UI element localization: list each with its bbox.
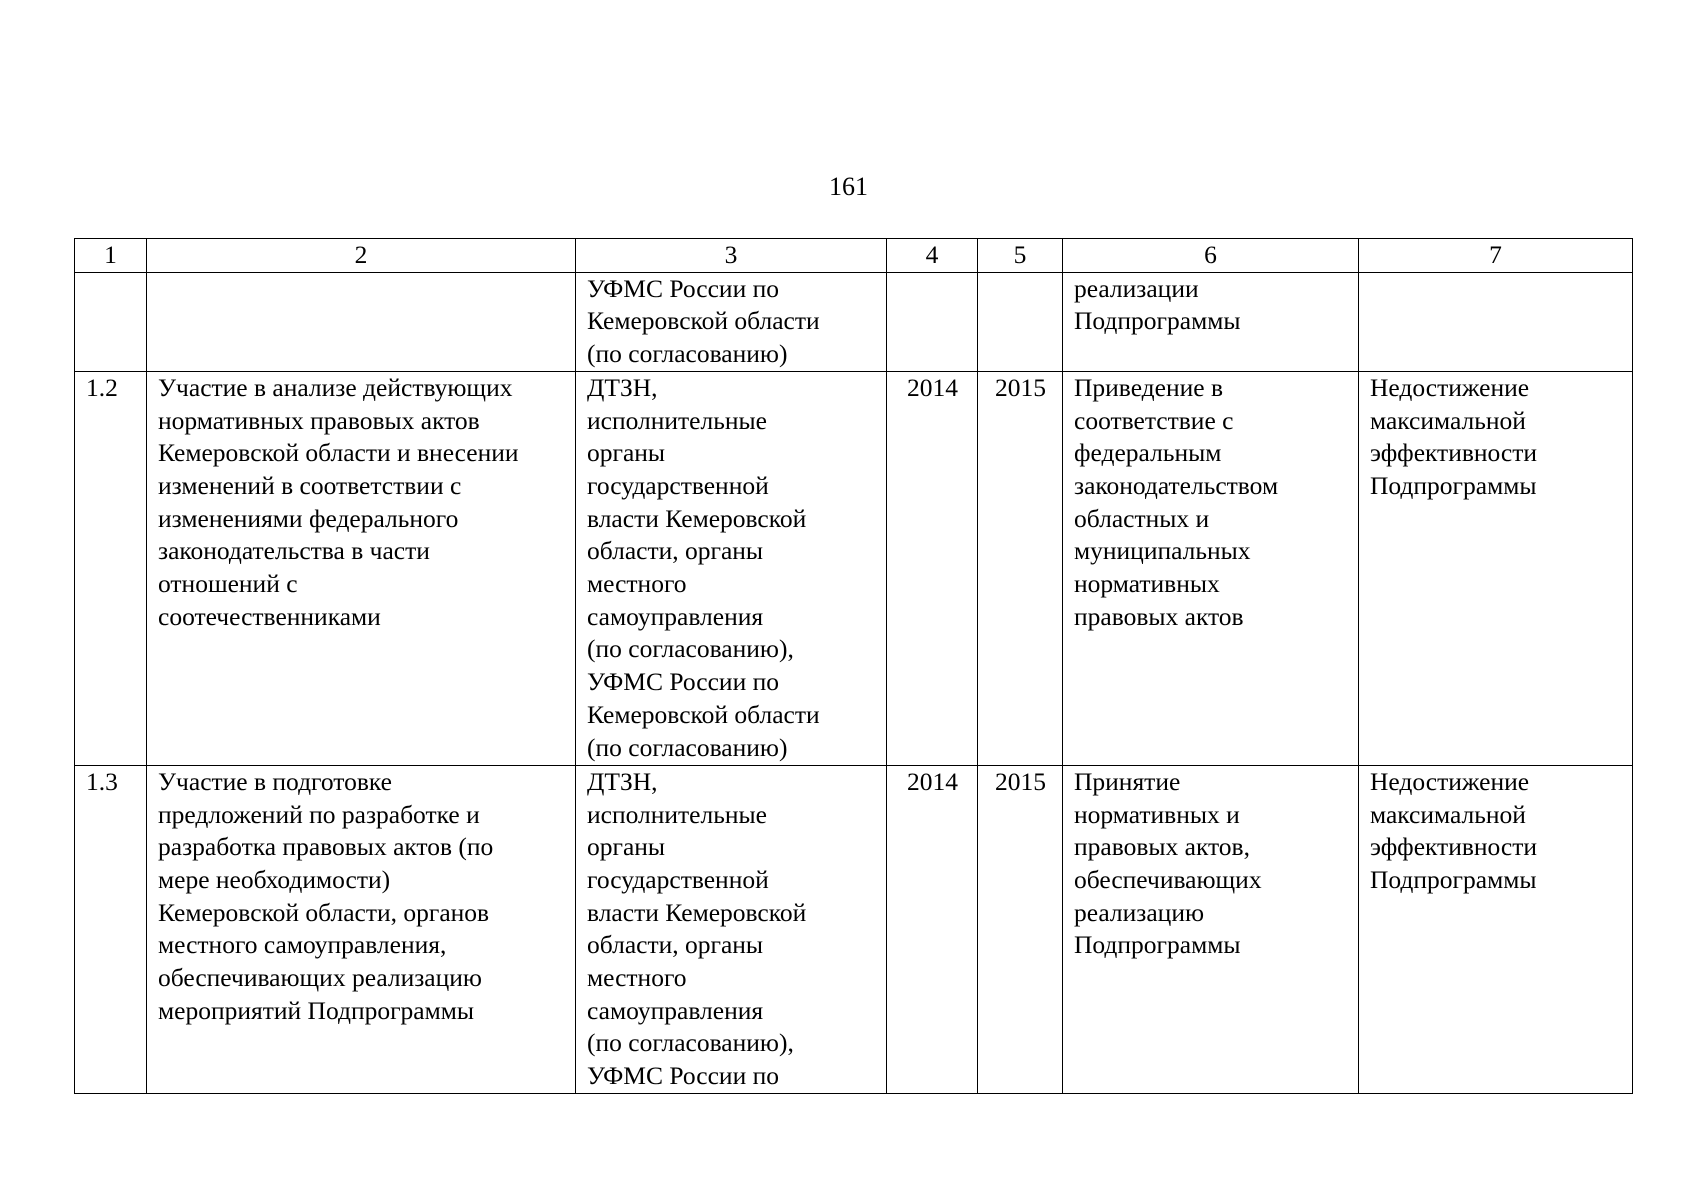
start-year-cell: [887, 272, 978, 371]
table-row: [75, 371, 1633, 765]
start-year-cell: 2014: [887, 371, 978, 765]
table-row: [75, 272, 1633, 371]
result-cell: Принятие нормативных и правовых актов, обеспечивающих реализацию Подпрограммы: [1063, 765, 1359, 1093]
row-number: 1.3: [75, 765, 147, 1093]
row-number: 1.2: [75, 371, 147, 765]
row-number: [75, 272, 147, 371]
measure-cell: Участие в анализе действующих нормативных правовых актов Кемеровской области и внесении изменений в соответствии с изменениями федерального законодательства в части отношений с соотечественниками: [147, 371, 576, 765]
executors-cell: ДТЗН, исполнительные органы государственной власти Кемеровской области, органы местного самоуправления (по согласованию), УФМС России по: [576, 765, 887, 1093]
header-cell: 6: [1063, 239, 1359, 273]
table-row: [75, 765, 1633, 1093]
risk-cell: [1359, 272, 1633, 371]
executors-cell: ДТЗН, исполнительные органы государственной власти Кемеровской области, органы местного самоуправления (по согласованию), УФМС России по Кемеровской области (по согласованию): [576, 371, 887, 765]
measure-cell: Участие в подготовке предложений по разработке и разработка правовых актов (по мере необходимости) Кемеровской области, органов местного самоуправления, обеспечивающих реализацию мероприятий Подпрограммы: [147, 765, 576, 1093]
start-year-cell: 2014: [887, 765, 978, 1093]
end-year-cell: [978, 272, 1063, 371]
executors-cell: УФМС России по Кемеровской области (по согласованию): [576, 272, 887, 371]
page-number: 161: [829, 172, 868, 201]
result-cell: реализации Подпрограммы: [1063, 272, 1359, 371]
end-year-cell: 2015: [978, 371, 1063, 765]
measures-table: [74, 238, 1633, 1094]
header-cell: 5: [978, 239, 1063, 273]
header-cell: 4: [887, 239, 978, 273]
header-cell: 2: [147, 239, 576, 273]
risk-cell: Недостижение максимальной эффективности Подпрограммы: [1359, 765, 1633, 1093]
measure-cell: [147, 272, 576, 371]
result-cell: Приведение в соответствие с федеральным законодательством областных и муниципальных нормативных правовых актов: [1063, 371, 1359, 765]
table-header-row: [75, 239, 1633, 273]
header-cell: 3: [576, 239, 887, 273]
end-year-cell: 2015: [978, 765, 1063, 1093]
header-cell: 1: [75, 239, 147, 273]
risk-cell: Недостижение максимальной эффективности Подпрограммы: [1359, 371, 1633, 765]
header-cell: 7: [1359, 239, 1633, 273]
